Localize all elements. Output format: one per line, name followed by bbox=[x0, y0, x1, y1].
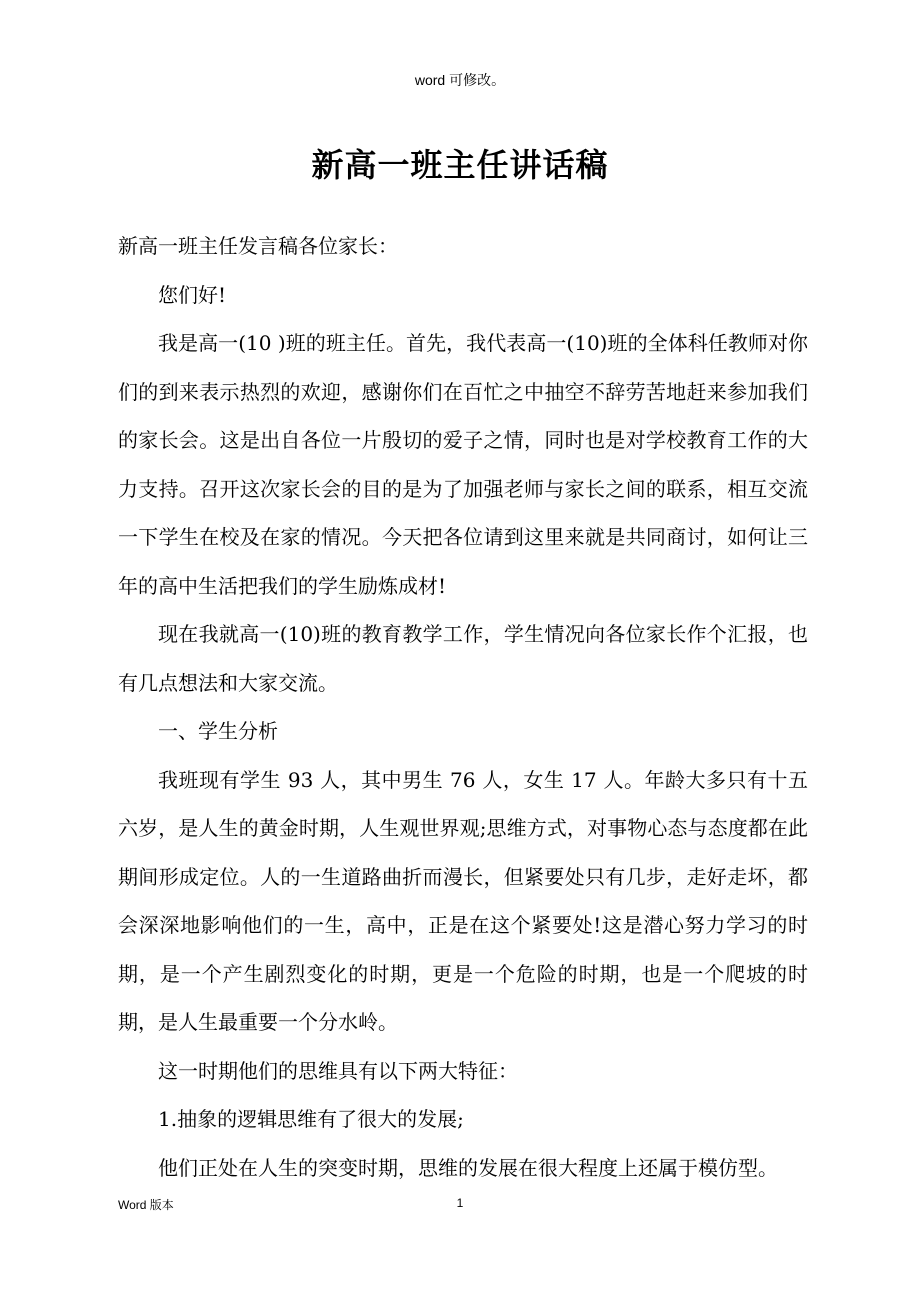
section-heading: 一、学生分析 bbox=[158, 719, 278, 743]
features-intro-paragraph: 这一时期他们的思维具有以下两大特征： bbox=[158, 1058, 518, 1083]
report-paragraph: 现在我就高一(10)班的教育教学工作，学生情况向各位家长作个汇报，也有几点想法和大家交流。 bbox=[118, 622, 808, 695]
feature-detail-paragraph: 他们正处在人生的突变时期，思维的发展在很大程度上还属于模仿型。 bbox=[158, 1155, 778, 1180]
greeting-paragraph: 您们好! bbox=[158, 282, 227, 307]
document-body bbox=[118, 222, 808, 1192]
intro-paragraph: 我是高一(10 )班的班主任。首先，我代表高一(10)班的全体科任教师对你们的到来表示热烈的欢迎，感谢你们在百忙之中抽空不辞劳苦地赶来参加我们的家长会。这是出自各位一片殷切的爱子之情，同时也是对学校教育工作的大力支持。召开这次家长会的目的是为了加强老师与家长之间的联系，相互交流一下学生在校及在家的情况。今天把各位请到这里来就是共同商讨，如何让三年的高中生活把我们的学生励炼成材! bbox=[118, 331, 808, 598]
footer-label: Word 版本 bbox=[118, 1198, 174, 1212]
feature-item-1: 1.抽象的逻辑思维有了很大的发展; bbox=[158, 1107, 464, 1131]
student-analysis-paragraph: 我班现有学生 93 人，其中男生 76 人，女生 17 人。年龄大多只有十五六岁，是人生的黄金时期，人生观世界观;思维方式，对事物心态与态度都在此期间形成定位。人的一生道路曲折而漫长，但紧要处只有几步，走好走坏，都会深深地影响他们的一生，高中，正是在这个紧要处!这是潜心努力学习的时期，是一个产生剧烈变化的时期，更是一个危险的时期，也是一个爬坡的时期，是人生最重要一个分水岭。 bbox=[118, 767, 808, 1034]
salutation-paragraph: 新高一班主任发言稿各位家长： bbox=[118, 234, 398, 258]
document-title: 新高一班主任讲话稿 bbox=[311, 146, 609, 184]
header-note: word 可修改。 bbox=[414, 72, 506, 88]
page-number: 1 bbox=[456, 1196, 464, 1210]
